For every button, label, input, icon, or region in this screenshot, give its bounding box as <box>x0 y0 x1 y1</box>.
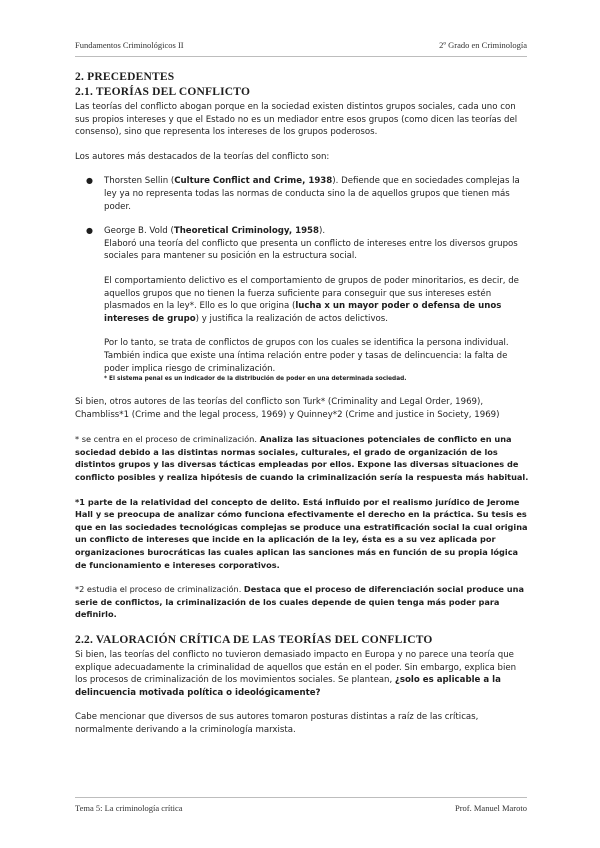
bullet-sellin <box>75 175 530 213</box>
sellin-work: Culture Conflict and Crime, 1938 <box>174 176 333 187</box>
header-rule <box>75 56 527 57</box>
vold-note: * El sistema penal es un indicador de la distribución de poder en una determinada sociedad. <box>104 376 407 383</box>
section-title: 2. PRECEDENTES <box>75 71 175 83</box>
vold-close: ). <box>319 226 326 237</box>
footer-topic: Tema 5: La criminología crítica <box>75 803 183 813</box>
vold-name: George B. Vold ( <box>104 226 174 237</box>
vold-paragraph-3: Por lo tanto, se trata de conflictos de grupos con los cuales se identifica la persona individual. También indica que existe una íntima relación entre poder y tasas de delincuencia: la falta de poder implica riesgo de criminalización. <box>104 338 509 374</box>
bullet-vold <box>75 225 530 384</box>
sellin-text: ). Defiende que en sociedades complejas la ley ya no representa todas las normas de conducta sino la de aquellos grupos que tienen más poder. <box>104 176 520 212</box>
intro-paragraph: Las teorías del conflicto abogan porque en la sociedad existen distintos grupos sociales, cada uno con sus propios intereses y que el Estado no es un mediador entre esos grupos (como dicen las teorías del consenso), sino que representa los intereses de los grupos poderosos. <box>75 102 518 138</box>
other-authors-paragraph: Si bien, otros autores de las teorías del conflicto son Turk* (Criminality and Legal Order, 1969), Chambliss*1 (Crime and the legal process, 1969) y Quinney*2 (Crime and justice in Society, 1969) <box>75 397 500 420</box>
bullet-dot: ● <box>86 176 93 186</box>
page-header <box>75 40 527 54</box>
vold-paragraph-2: El comportamiento delictivo es el comportamiento de grupos de poder minoritarios, es decir, de aquellos grupos que no tienen la fuerza suficiente para conseguir que sus intereses estén plasmados en la ley*. Ello es lo que origina (lucha x un mayor poder o defensa de unos intereses de grupo) y justifica la realización de actos delictivos. <box>104 275 519 324</box>
vold-paragraph-1: Elaboró una teoría del conflicto que presenta un conflicto de intereses entre los diversos grupos sociales para mantener su posición en la estructura social. <box>104 238 518 262</box>
authors-intro: Los autores más destacados de la teorías del conflicto son: <box>75 151 330 162</box>
footnote-quinney: *2 estudia el proceso de criminalización. Destaca que el proceso de diferenciación social produce una serie de conflictos, la criminalización de los cuales depende de quien tenga más poder para definirlo. <box>75 584 524 620</box>
header-degree: 2º Grado en Criminología <box>439 40 527 50</box>
section2-paragraph-2: Cabe mencionar que diversos de sus autores tomaron posturas distintas a raíz de las críticas, normalmente derivando a la criminología marxista. <box>75 712 479 735</box>
sellin-name: Thorsten Sellin ( <box>104 176 175 187</box>
footnote-turk: * se centra en el proceso de criminalización. Analiza las situaciones potenciales de conflicto en una sociedad debido a las distintas normas sociales, culturales, el grado de organización de los distintos grupos y las diversas tácticas empleadas por ellos. Expone las diversas situaciones de conflicto posibles y realiza hipótesis de cuando la criminalización sería la respuesta más habitual. <box>75 434 529 483</box>
section2-title: 2.2. VALORACIÓN CRÍTICA DE LAS TEORÍAS DEL CONFLICTO <box>75 634 433 646</box>
header-course: Fundamentos Criminológicos II <box>75 40 184 50</box>
vold-work: Theoretical Criminology, 1958 <box>173 226 320 237</box>
bullet-dot: ● <box>86 226 93 236</box>
page-content <box>75 70 530 737</box>
section2-paragraph-1: Si bien, las teorías del conflicto no tuvieron demasiado impacto en Europa y no parece una teoría que explique adecuadamente la criminalidad de aquellos que están en el poder. Sin embargo, explica bien los procesos de criminalización de los movimientos sociales. Se plantean, ¿solo es aplicable a la delincuencia motivada política o ideológicamente? <box>75 650 517 698</box>
footnote-chambliss: *1 parte de la relatividad del concepto de delito. Está influido por el realismo jurídico de Jerome Hall y se preocupa de analizar cómo funciona efectivamente el derecho en la práctica. Su tesis es que en las sociedades tecnológicas complejas se produce una estratificación social la cual origina un conflicto de intereses que incide en la aplicación de la ley, ésta es a su vez aplicada por organizaciones burocráticas las cuales aplican las sanciones más en función de su propia lógica de funcionamiento e intereses corporativos. <box>75 496 528 570</box>
footer-professor: Prof. Manuel Maroto <box>454 803 527 813</box>
section-subtitle: 2.1. TEORÍAS DEL CONFLICTO <box>75 86 251 98</box>
footer-rule <box>75 797 527 798</box>
